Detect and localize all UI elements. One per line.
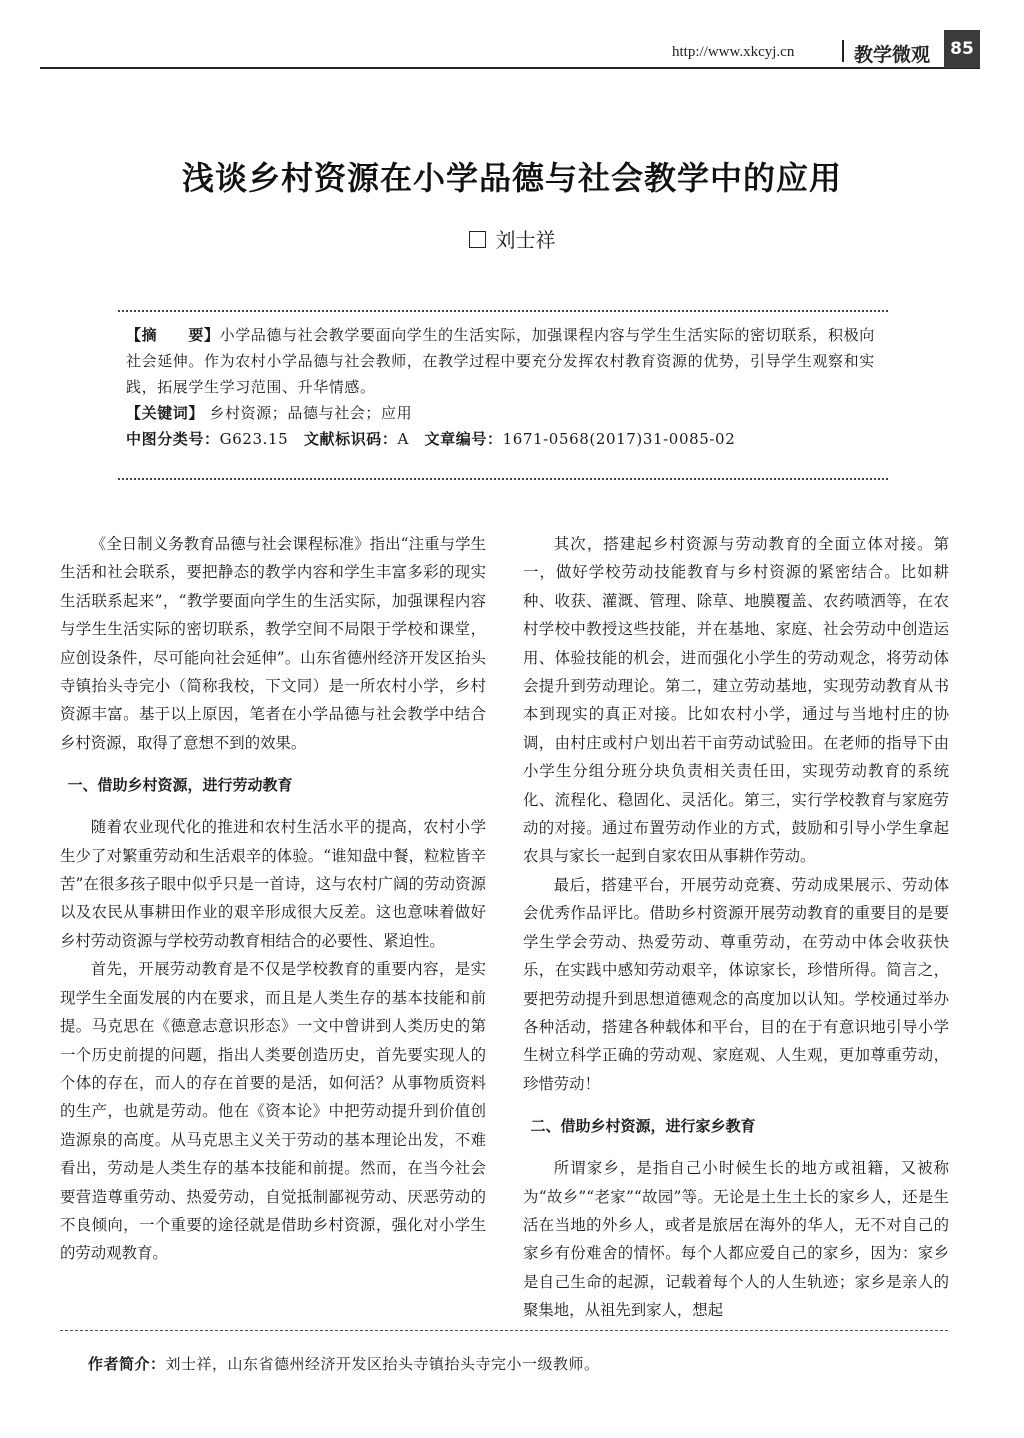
article-title: 浅谈乡村资源在小学品德与社会教学中的应用 — [181, 159, 842, 198]
section-name: 教学微观 — [854, 44, 931, 66]
header-separator — [842, 40, 844, 62]
section-heading-1: 一、借助乡村资源，进行劳动教育 — [67, 776, 293, 795]
meta-top-rule — [118, 310, 888, 312]
paragraph: 首先，开展劳动教育是不仅是学校教育的重要内容，是实现学生全面发展的内在要求，而且是人类生存的基本技能和前提。马克思在《德意志意识形态》一文中曾讲到人类历史的第一个历史前提的问题，指出人类要创造历史，首先要实现人的个体的存在，而人的存在首要的是活，如何活？从事物质资料的生产，也就是劳动。他在《资本论》中把劳动提升到价值创造源泉的高度。从马克思主义关于劳动的基本理论出发，不难看出，劳动是人类生存的基本技能和前提。然而，在当今社会要营造尊重劳动、热爱劳动，自觉抵制鄙视劳动、厌恶劳动的不良倾向，一个重要的途径就是借助乡村资源，强化对小学生的劳动观教育。 — [60, 960, 486, 1263]
author-line — [0, 224, 1024, 253]
article-id-value: 1671-0568(2017)31-0085-02 — [502, 430, 736, 448]
keywords-text: 乡村资源；品德与社会；应用 — [209, 404, 413, 422]
journal-url[interactable]: http://www.xkcyj.cn — [672, 44, 795, 60]
keywords — [126, 400, 886, 426]
doc-code-label: 文献标识码： — [303, 430, 398, 448]
doc-code-value: A — [397, 430, 409, 448]
author-box-icon — [469, 231, 486, 248]
footnote-label: 作者简介： — [88, 1355, 166, 1373]
author-footnote — [88, 1353, 600, 1374]
paragraph: 《全日制义务教育品德与社会课程标准》指出“注重与学生生活和社会联系，要把静态的教学内容和学生丰富多彩的现实生活联系起来”，“教学要面向学生的生活实际，加强课程内容与学生生活实际的密切联系，教学空间不局限于学校和课堂，应创设条件，尽可能向社会延伸”。山东省德州经济开发区抬头寺镇抬头寺完小（简称我校，下文同）是一所农村小学，乡村资源丰富。基于以上原因，笔者在小学品德与社会教学中结合乡村资源，取得了意想不到的效果。 — [60, 535, 486, 752]
footnote-rule — [60, 1330, 948, 1331]
section-heading-2: 二、借助乡村资源，进行家乡教育 — [530, 1117, 756, 1136]
abstract-text: 小学品德与社会教学要面向学生的生活实际，加强课程内容与学生生活实际的密切联系，积极向社会延伸。作为农村小学品德与社会教师，在教学过程中要充分发挥农村教育资源的优势，引导学生观察和实践，拓展学生学习范围、升华情感。 — [126, 326, 875, 396]
paragraph: 所谓家乡，是指自己小时候生长的地方或祖籍，又被称为“故乡”“老家”“故园”等。无论是土生土长的家乡人，还是生活在当地的外乡人，或者是旅居在海外的华人，无不对自己的家乡有份难舍的情怀。每个人都应爱自己的家乡，因为：家乡是自己生命的起源，记载着每个人的人生轨迹；家乡是亲人的聚集地，从祖先到家人，想起 — [523, 1159, 949, 1320]
right-column — [523, 530, 949, 1325]
keywords-label: 【关键词】 — [126, 404, 205, 422]
class-value: G623.15 — [219, 430, 289, 448]
paragraph: 随着农业现代化的推进和农村生活水平的提高，农村小学生少了对繁重劳动和生活艰辛的体验。“谁知盘中餐，粒粒皆辛苦”在很多孩子眼中似乎只是一首诗，这与农村广阔的劳动资源以及农民从事耕田作业的艰辛形成很大反差。这也意味着做好乡村劳动资源与学校劳动教育相结合的必要性、紧迫性。 — [60, 818, 486, 950]
page-number-badge: 85 — [944, 30, 980, 68]
author-name: 刘士祥 — [495, 228, 556, 252]
paragraph: 其次，搭建起乡村资源与劳动教育的全面立体对接。第一，做好学校劳动技能教育与乡村资源的紧密结合。比如耕种、收获、灌溉、管理、除草、地膜覆盖、农药喷洒等，在农村学校中教授这些技能，并在基地、家庭、社会劳动中创造运用、体验技能的机会，进而强化小学生的劳动观念，将劳动体会提升到劳动理论。第二，建立劳动基地，实现劳动教育从书本到现实的真正对接。比如农村小学，通过与当地村庄的协调，由村庄或村户划出若干亩劳动试验田。在老师的指导下由小学生分组分班分块负责相关责任田，实现劳动教育的系统化、流程化、稳固化、灵活化。第三，实行学校教育与家庭劳动的对接。通过布置劳动作业的方式，鼓励和引导小学生拿起农具与家长一起到自家农田从事耕作劳动。 — [523, 535, 949, 866]
abstract-label: 【摘 要】 — [126, 326, 220, 344]
meta-bottom-rule — [118, 478, 888, 480]
classification-line — [126, 426, 886, 452]
class-label: 中图分类号： — [126, 430, 220, 448]
article-meta — [126, 322, 886, 452]
paragraph: 最后，搭建平台，开展劳动竞赛、劳动成果展示、劳动体会优秀作品评比。借助乡村资源开展劳动教育的重要目的是要学生学会劳动、热爱劳动、尊重劳动，在劳动中体会收获快乐，在实践中感知劳动艰辛，体谅家长，珍惜所得。简言之，要把劳动提升到思想道德观念的高度加以认知。学校通过举办各种活动，搭建各种载体和平台，目的在于有意识地引导小学生树立科学正确的劳动观、家庭观、人生观，更加尊重劳动，珍惜劳动！ — [523, 875, 949, 1093]
article-id-label: 文章编号： — [424, 430, 503, 448]
header-rule — [40, 67, 980, 69]
footnote-text: 刘士祥，山东省德州经济开发区抬头寺镇抬头寺完小一级教师。 — [165, 1355, 600, 1373]
abstract — [126, 322, 886, 400]
left-column — [60, 530, 486, 1268]
